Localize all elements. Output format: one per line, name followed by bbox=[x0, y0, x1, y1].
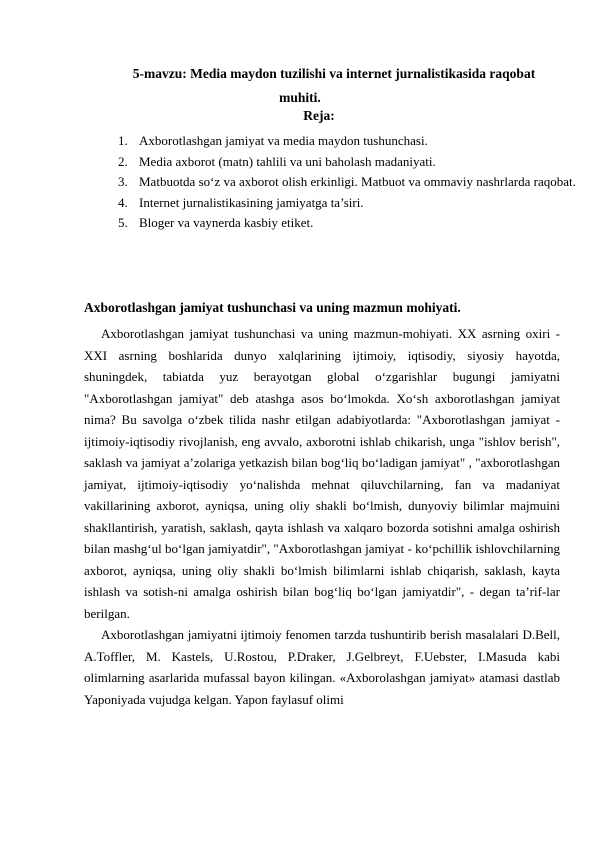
lecture-title-line-1: 5-mavzu: Media maydon tuzilishi va internet jurnalistikasida raqobat bbox=[132, 66, 536, 81]
plan-item bbox=[118, 152, 596, 173]
section-heading: Axborotlashgan jamiyat tushunchasi va uning mazmun mohiyati. bbox=[84, 300, 461, 315]
plan-item-number: 4. bbox=[118, 194, 128, 210]
plan-label: Reja: bbox=[303, 108, 335, 123]
plan-item-text: Internet jurnalistikasining jamiyatga ta’siri. bbox=[139, 194, 364, 210]
plan-item-text: Axborotlashgan jamiyat va media maydon tushunchasi. bbox=[139, 133, 428, 148]
plan-item-text: Media axborot (matn) tahlili va uni baholash madaniyati. bbox=[139, 153, 436, 169]
plan-item-text: Matbuotda so‘z va axborot olish erkinligi. Matbuot va ommaviy nashrlarda raqobat. bbox=[139, 174, 576, 189]
body-text bbox=[84, 323, 560, 710]
plan-item bbox=[118, 193, 596, 214]
plan-item bbox=[118, 172, 596, 193]
plan-item bbox=[118, 213, 596, 234]
plan-list bbox=[118, 131, 596, 234]
plan-item-number: 2. bbox=[118, 153, 128, 169]
plan-item bbox=[118, 131, 596, 152]
plan-item-number: 3. bbox=[118, 174, 128, 189]
plan-item-number: 1. bbox=[118, 133, 128, 148]
plan-item-number: 5. bbox=[118, 215, 128, 230]
lecture-title-line-2: muhiti. bbox=[279, 90, 321, 105]
paragraph-2: Axborotlashgan jamiyatni ijtimoiy fenomen tarzda tushuntirib berish masalalari D.Bell, A.Toffler, M. Kastels, U.Rostou, P.Draker, J.Gelbreyt, F.Uebster, I.Masuda kabi olimlarning asarlarida mufassal bayon kilingan. «Axborolashgan jamiyat» atamasi dastlab Yaponiyada vujudga kelgan. Yapon faylasuf olimi bbox=[84, 627, 560, 707]
paragraph-1: Axborotlashgan jamiyat tushunchasi va uning mazmun-mohiyati. XX asrning oxiri - XXI asrning boshlarida dunyo xalqlarining ijtimoiy, iqtisodiy, siyosiy hayotda, shuningdek, tabiatda yuz berayotgan global o‘zgarishlar bugungi jamiyatni "Axborotlashgan jamiyat" deb atashga asos bo‘lmokda. Xo‘sh axborotlashgan jamiyat nima? Bu savolga o‘zbek tilida nashr etilgan adabiyotlarda: "Axborotlashgan jamiyat - ijtimoiy-iqtisodiy rivojlanish, eng avvalo, axborotni ishlab chikarish, unga "ishlov berish", saklash va jamiyat a’zolariga yetkazish bilan bog‘liq bo‘ladigan jamiyat" , "axborotlashgan jamiyat, ijtimoiy-iqtisodiy yo‘nalishda mehnat qiluvchilarning, fan va madaniyat vakillarining axborot, ayniqsa, uning oliy shakli bo‘lmish, dunyoviy bilimlar majmuini shakllantirish, yaratish, saklash, qayta ishlash va xalqaro bozorda sotishni amalga oshirish bilan mashg‘ul bo‘lgan jamiyatdir", "Axborotlashgan jamiyat - ko‘pchillik ishlovchilarning axborot, ayniqsa, uning oliy shakli bo‘lmish bilimlarni ishlab chiqarish, saklash, kayta ishlash va sotish-ni amalga oshirish bilan bog‘liq bo‘lgan jamiyatdir", - degan ta’rif-lar berilgan. bbox=[84, 326, 560, 621]
plan-item-text: Bloger va vaynerda kasbiy etiket. bbox=[139, 215, 314, 230]
